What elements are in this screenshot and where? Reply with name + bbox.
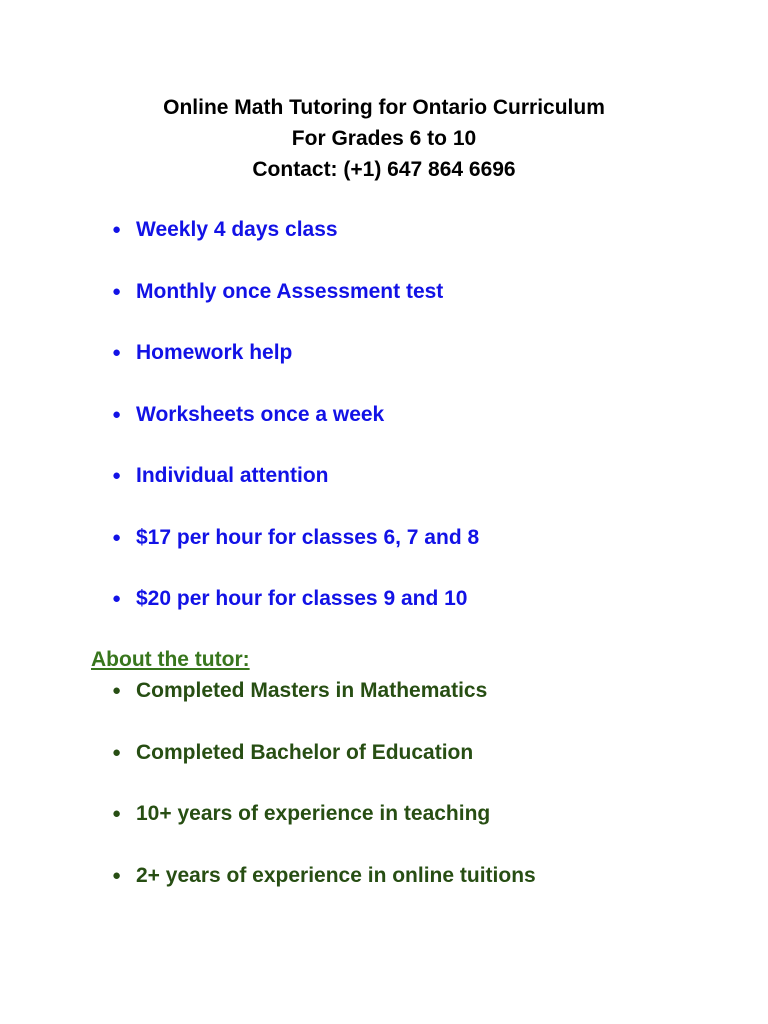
tutor-qualifications-list bbox=[112, 679, 536, 888]
offer-item bbox=[112, 526, 479, 550]
offer-item-text: Homework help bbox=[136, 341, 293, 364]
header-contact: Contact: (+1) 647 864 6696 bbox=[252, 158, 516, 181]
qualification-item bbox=[112, 679, 536, 703]
qualification-item bbox=[112, 741, 536, 765]
offer-item bbox=[112, 587, 479, 611]
bullet-icon: ● bbox=[112, 344, 122, 361]
bullet-icon: ● bbox=[112, 528, 122, 546]
offer-item-text: Weekly 4 days class bbox=[136, 218, 338, 241]
bullet-icon: ● bbox=[112, 467, 122, 484]
qualification-text: 10+ years of experience in teaching bbox=[136, 802, 491, 825]
bullet-icon: ● bbox=[112, 682, 122, 699]
qualification-item bbox=[112, 864, 536, 888]
offer-item-text: Worksheets once a week bbox=[136, 402, 385, 426]
bullet-icon: ● bbox=[112, 590, 122, 607]
offer-item bbox=[112, 280, 479, 304]
offer-item-text: Individual attention bbox=[136, 464, 329, 487]
header-grades: For Grades 6 to 10 bbox=[291, 127, 477, 150]
bullet-icon: ● bbox=[112, 866, 122, 884]
bullet-icon: ● bbox=[112, 405, 122, 423]
document-header bbox=[0, 92, 768, 185]
offer-item bbox=[112, 464, 479, 488]
bullet-icon: ● bbox=[112, 805, 122, 822]
qualification-text: Completed Bachelor of Education bbox=[136, 740, 474, 764]
offer-item bbox=[112, 403, 479, 427]
offer-item-text: $17 per hour for classes 6, 7 and 8 bbox=[136, 525, 480, 549]
bullet-icon: ● bbox=[112, 221, 122, 238]
bullet-icon: ● bbox=[112, 743, 122, 761]
offer-item-text: $20 per hour for classes 9 and 10 bbox=[136, 587, 468, 610]
offer-list bbox=[112, 218, 479, 611]
bullet-icon: ● bbox=[112, 282, 122, 300]
offer-item bbox=[112, 218, 479, 242]
header-title: Online Math Tutoring for Ontario Curriculum bbox=[163, 96, 605, 119]
qualification-item bbox=[112, 802, 536, 826]
about-tutor-heading: About the tutor: bbox=[91, 648, 250, 671]
offer-item-text: Monthly once Assessment test bbox=[136, 279, 444, 303]
offer-item bbox=[112, 341, 479, 365]
qualification-text: Completed Masters in Mathematics bbox=[136, 679, 488, 702]
qualification-text: 2+ years of experience in online tuitions bbox=[136, 863, 536, 887]
